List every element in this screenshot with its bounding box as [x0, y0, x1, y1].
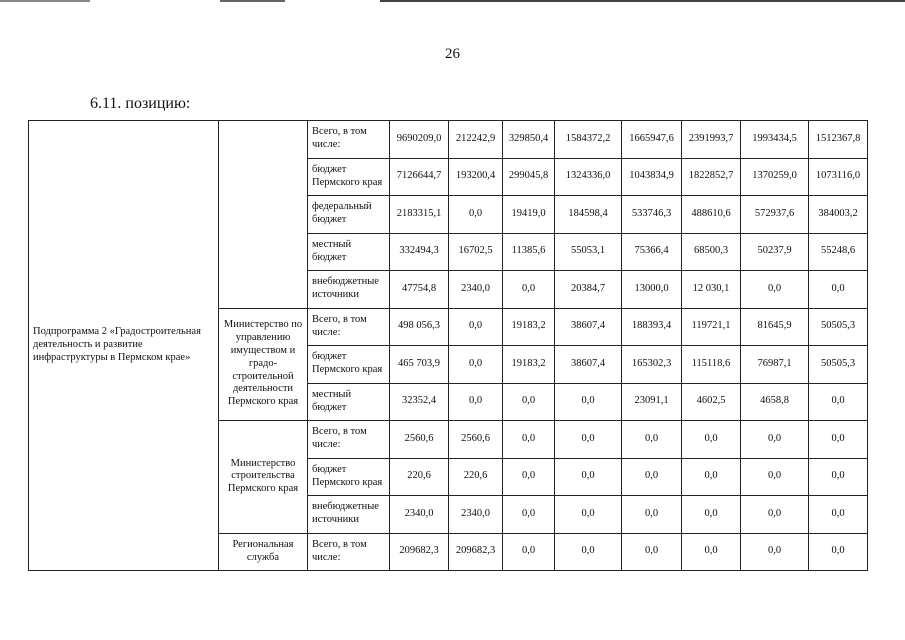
amount-cell: 0,0 [555, 383, 622, 421]
amount-cell: 0,0 [503, 383, 555, 421]
amount-cell: 115118,6 [682, 346, 741, 384]
amount-cell: 81645,9 [741, 308, 809, 346]
executor-cell: Министерство строительства Пермского края [219, 421, 308, 534]
amount-cell: 332494,3 [390, 233, 449, 271]
amount-cell: 1370259,0 [741, 158, 809, 196]
amount-cell: 1043834,9 [622, 158, 682, 196]
amount-cell: 0,0 [809, 496, 868, 534]
amount-cell: 0,0 [503, 421, 555, 459]
amount-cell: 0,0 [809, 533, 868, 571]
amount-cell: 488610,6 [682, 196, 741, 234]
amount-cell: 50505,3 [809, 308, 868, 346]
amount-cell: 0,0 [809, 383, 868, 421]
amount-cell: 465 703,9 [390, 346, 449, 384]
amount-cell: 533746,3 [622, 196, 682, 234]
funding-source-cell: федеральный бюджет [308, 196, 390, 234]
executor-cell: Министерство по управлению имуществом и градо-строительной деятельности Пермского края [219, 308, 308, 421]
amount-cell: 184598,4 [555, 196, 622, 234]
amount-cell: 193200,4 [449, 158, 503, 196]
amount-cell: 119721,1 [682, 308, 741, 346]
amount-cell: 0,0 [503, 271, 555, 309]
amount-cell: 1993434,5 [741, 121, 809, 159]
amount-cell: 1665947,6 [622, 121, 682, 159]
amount-cell: 0,0 [741, 421, 809, 459]
amount-cell: 212242,9 [449, 121, 503, 159]
amount-cell: 2340,0 [390, 496, 449, 534]
program-name-cell: Подпрограмма 2 «Градостроительная деятельность и развитие инфраструктуры в Пермском крае» [29, 121, 219, 571]
amount-cell: 0,0 [682, 533, 741, 571]
amount-cell: 0,0 [449, 308, 503, 346]
amount-cell: 0,0 [503, 533, 555, 571]
budget-table [28, 120, 868, 571]
amount-cell: 220,6 [449, 458, 503, 496]
amount-cell: 19183,2 [503, 308, 555, 346]
table-row [29, 121, 868, 159]
amount-cell: 2340,0 [449, 271, 503, 309]
amount-cell: 7126644,7 [390, 158, 449, 196]
amount-cell: 47754,8 [390, 271, 449, 309]
amount-cell: 75366,4 [622, 233, 682, 271]
amount-cell: 0,0 [449, 383, 503, 421]
amount-cell: 2340,0 [449, 496, 503, 534]
funding-source-cell: бюджет Пермского края [308, 158, 390, 196]
amount-cell: 0,0 [622, 533, 682, 571]
funding-source-cell: Всего, в том числе: [308, 421, 390, 459]
amount-cell: 11385,6 [503, 233, 555, 271]
amount-cell: 329850,4 [503, 121, 555, 159]
amount-cell: 0,0 [741, 271, 809, 309]
amount-cell: 0,0 [449, 196, 503, 234]
amount-cell: 1512367,8 [809, 121, 868, 159]
amount-cell: 4658,8 [741, 383, 809, 421]
amount-cell: 0,0 [809, 458, 868, 496]
amount-cell: 1822852,7 [682, 158, 741, 196]
funding-source-cell: Всего, в том числе: [308, 121, 390, 159]
amount-cell: 165302,3 [622, 346, 682, 384]
amount-cell: 209682,3 [390, 533, 449, 571]
amount-cell: 68500,3 [682, 233, 741, 271]
amount-cell: 12 030,1 [682, 271, 741, 309]
amount-cell: 0,0 [555, 458, 622, 496]
amount-cell: 0,0 [741, 496, 809, 534]
amount-cell: 299045,8 [503, 158, 555, 196]
amount-cell: 9690209,0 [390, 121, 449, 159]
page-number: 26 [445, 46, 460, 62]
funding-source-cell: бюджет Пермского края [308, 346, 390, 384]
amount-cell: 38607,4 [555, 346, 622, 384]
amount-cell: 19419,0 [503, 196, 555, 234]
funding-source-cell: Всего, в том числе: [308, 533, 390, 571]
amount-cell: 4602,5 [682, 383, 741, 421]
amount-cell: 0,0 [503, 496, 555, 534]
amount-cell: 0,0 [555, 533, 622, 571]
amount-cell: 2560,6 [449, 421, 503, 459]
amount-cell: 209682,3 [449, 533, 503, 571]
executor-cell: Региональная служба [219, 533, 308, 571]
amount-cell: 0,0 [555, 496, 622, 534]
amount-cell: 23091,1 [622, 383, 682, 421]
amount-cell: 0,0 [741, 533, 809, 571]
funding-source-cell: внебюджетные источники [308, 271, 390, 309]
funding-source-cell: местный бюджет [308, 233, 390, 271]
amount-cell: 0,0 [682, 458, 741, 496]
amount-cell: 384003,2 [809, 196, 868, 234]
amount-cell: 0,0 [809, 271, 868, 309]
amount-cell: 0,0 [449, 346, 503, 384]
amount-cell: 55248,6 [809, 233, 868, 271]
amount-cell: 1584372,2 [555, 121, 622, 159]
amount-cell: 220,6 [390, 458, 449, 496]
amount-cell: 0,0 [682, 496, 741, 534]
executor-cell [219, 121, 308, 309]
funding-source-cell: бюджет Пермского края [308, 458, 390, 496]
amount-cell: 2391993,7 [682, 121, 741, 159]
funding-source-cell: местный бюджет [308, 383, 390, 421]
amount-cell: 0,0 [741, 458, 809, 496]
amount-cell: 19183,2 [503, 346, 555, 384]
amount-cell: 55053,1 [555, 233, 622, 271]
amount-cell: 50505,3 [809, 346, 868, 384]
amount-cell: 572937,6 [741, 196, 809, 234]
amount-cell: 50237,9 [741, 233, 809, 271]
amount-cell: 0,0 [622, 496, 682, 534]
amount-cell: 76987,1 [741, 346, 809, 384]
amount-cell: 0,0 [555, 421, 622, 459]
budget-table-body [29, 121, 868, 571]
amount-cell: 2183315,1 [390, 196, 449, 234]
amount-cell: 0,0 [503, 458, 555, 496]
amount-cell: 0,0 [809, 421, 868, 459]
scan-edge-artifact [0, 0, 905, 2]
amount-cell: 20384,7 [555, 271, 622, 309]
section-heading: 6.11. позицию: [90, 95, 191, 112]
amount-cell: 1073116,0 [809, 158, 868, 196]
amount-cell: 1324336,0 [555, 158, 622, 196]
funding-source-cell: Всего, в том числе: [308, 308, 390, 346]
amount-cell: 16702,5 [449, 233, 503, 271]
amount-cell: 2560,6 [390, 421, 449, 459]
amount-cell: 32352,4 [390, 383, 449, 421]
amount-cell: 188393,4 [622, 308, 682, 346]
amount-cell: 38607,4 [555, 308, 622, 346]
amount-cell: 0,0 [622, 458, 682, 496]
funding-source-cell: внебюджетные источники [308, 496, 390, 534]
amount-cell: 0,0 [682, 421, 741, 459]
amount-cell: 13000,0 [622, 271, 682, 309]
amount-cell: 498 056,3 [390, 308, 449, 346]
amount-cell: 0,0 [622, 421, 682, 459]
